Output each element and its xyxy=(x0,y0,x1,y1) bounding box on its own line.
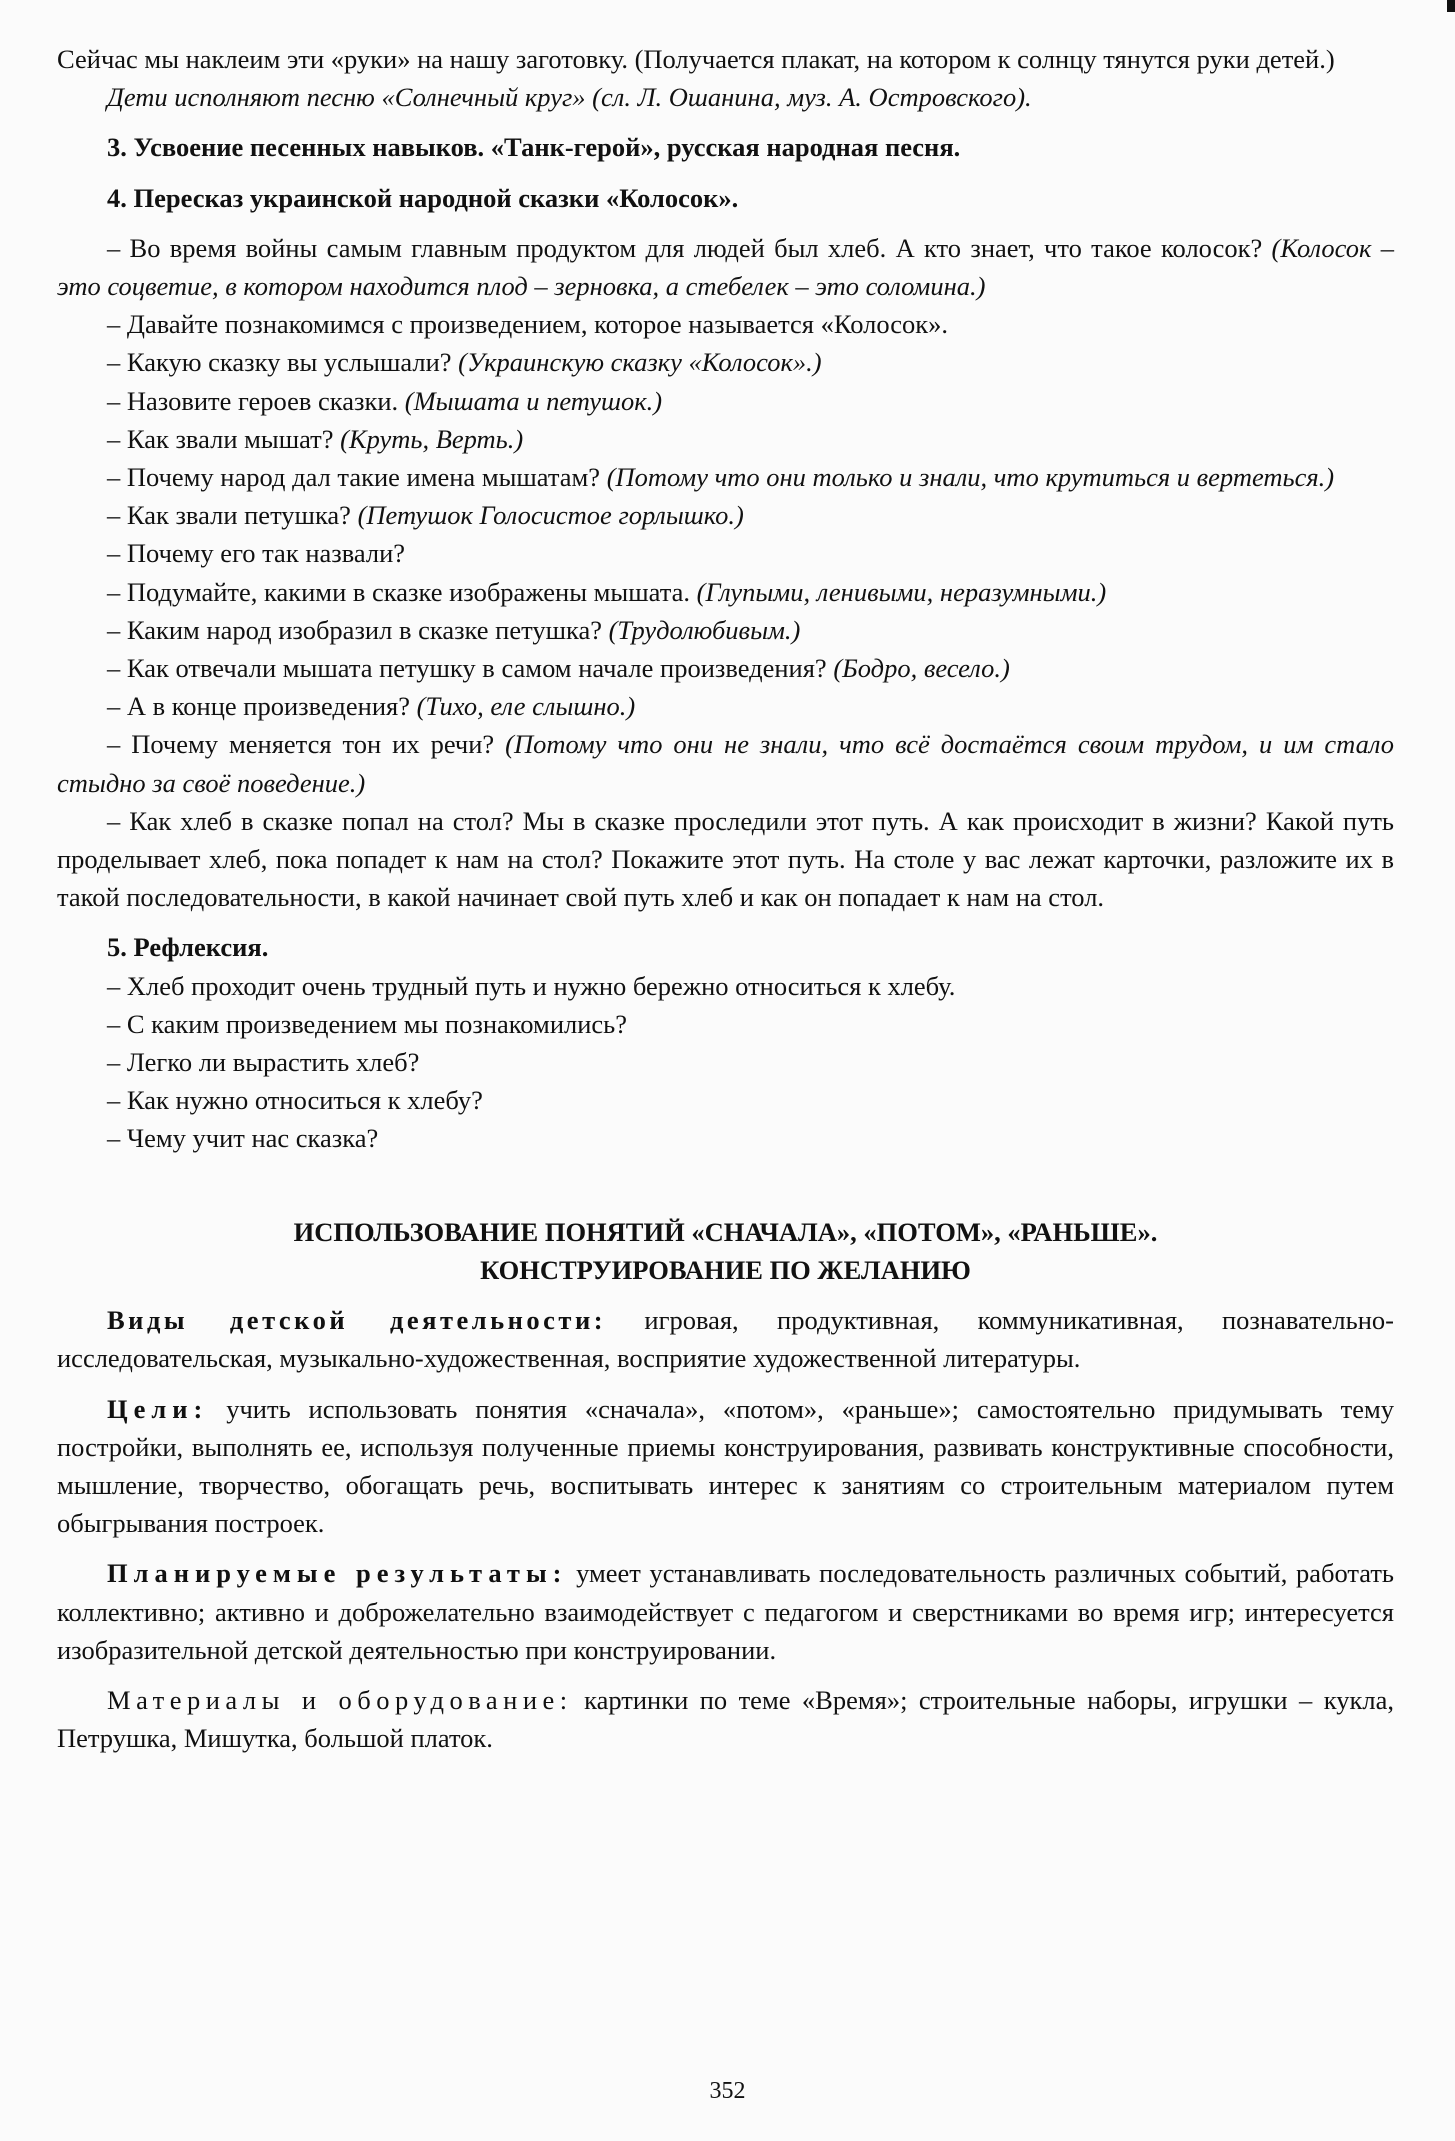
dialogue-line-11: – Как отвечали мышата петушку в самом начале произведения? (Бодро, весело.) xyxy=(107,653,1010,684)
dialogue-line-10: – Каким народ изобразил в сказке петушка? (Трудолюбивым.) xyxy=(107,614,801,645)
section-heading-4: 4. Пересказ украинской народной сказки «Колосок». xyxy=(107,182,739,213)
section-heading-5: 5. Рефлексия. xyxy=(107,932,269,963)
goals-label: Цели: xyxy=(107,1393,209,1424)
dialogue-line-8: – Почему его так назвали? xyxy=(107,538,406,569)
goals-paragraph: Цели: учить использовать понятия «сначала», «потом», «раньше»; самостоятельно придумывать тему постройки, выполнять ее, используя полученные приемы конструирования, развивать конструктивные способности, мышление, творчество, обогащать речь, воспитывать интерес к занятиям со строительным материалом путем обыгрывания построек. xyxy=(57,1393,1394,1539)
page-edge-mark xyxy=(1447,0,1455,12)
dialogue-line-2: – Давайте познакомимся с произведением, которое называется «Колосок». xyxy=(107,309,948,340)
dialogue-line-6: – Почему народ дал такие имена мышатам? (Потому что они только и знали, что крутиться и вертеться.) xyxy=(107,462,1335,493)
reflection-line-5: – Чему учит нас сказка? xyxy=(107,1123,379,1154)
reflection-line-2: – С каким произведением мы познакомились? xyxy=(107,1008,628,1039)
reflection-line-1: – Хлеб проходит очень трудный путь и нужно бережно относиться к хлебу. xyxy=(107,970,956,1001)
lesson-title-line-2: КОНСТРУИРОВАНИЕ ПО ЖЕЛАНИЮ xyxy=(480,1254,971,1285)
materials-label: Материалы и оборудование: xyxy=(107,1684,573,1715)
dialogue-line-7: – Как звали петушка? (Петушок Голосистое горлышко.) xyxy=(107,500,744,531)
activities-paragraph: Виды детской деятельности: игровая, продуктивная, коммуникативная, познавательно-исследовательская, музыкально-художественная, восприятие художественной литературы. xyxy=(57,1305,1394,1374)
page-number: 352 xyxy=(709,2078,746,2104)
activities-label: Виды детской деятельности: xyxy=(107,1305,607,1336)
dialogue-line-4: – Назовите героев сказки. (Мышата и петушок.) xyxy=(107,385,663,416)
results-label: Планируемые результаты: xyxy=(107,1558,568,1589)
paragraph-song: Дети исполняют песню «Солнечный круг» (сл. Л. Ошанина, муз. А. Островского). xyxy=(107,82,1032,113)
reflection-line-3: – Легко ли вырастить хлеб? xyxy=(107,1047,420,1078)
dialogue-line-3: – Какую сказку вы услышали? (Украинскую сказку «Колосок».) xyxy=(107,347,822,378)
paragraph-poster: Сейчас мы наклеим эти «руки» на нашу заготовку. (Получается плакат, на котором к солнцу тянутся руки детей.) xyxy=(57,44,1335,74)
dialogue-line-1: – Во время войны самым главным продуктом для людей был хлеб. А кто знает, что такое колосок? (Колосок – это соцветие, в котором находится плод – зерновка, а стебелек – это соломина.) xyxy=(57,232,1394,302)
dialogue-line-13: – Почему меняется тон их речи? (Потому что они не знали, что всё достаётся своим трудом, и им стало стыдно за своё поведение.) xyxy=(57,729,1394,798)
materials-paragraph: Материалы и оборудование: картинки по теме «Время»; строительные наборы, игрушки – кукла, Петрушка, Мишутка, большой платок. xyxy=(57,1684,1394,1754)
page-body xyxy=(57,40,1394,1757)
results-paragraph: Планируемые результаты: умеет устанавливать последовательность различных событий, работать коллективно; активно и доброжелательно взаимодействует с педагогом и сверстниками во время игр; интересуется изобразительной детской деятельностью при конструировании. xyxy=(57,1558,1394,1665)
dialogue-line-12: – А в конце произведения? (Тихо, еле слышно.) xyxy=(107,691,636,722)
reflection-line-4: – Как нужно относиться к хлебу? xyxy=(107,1085,483,1116)
dialogue-line-14: – Как хлеб в сказке попал на стол? Мы в сказке проследили этот путь. А как происходит в жизни? Какой путь проделывает хлеб, пока попадет к нам на стол? Покажите этот путь. На столе у вас лежат карточки, разложите их в такой последовательности, в какой начинает свой путь хлеб и как он попадает к нам на стол. xyxy=(57,805,1394,913)
dialogue-line-5: – Как звали мышат? (Круть, Верть.) xyxy=(107,423,524,454)
lesson-title-line-1: ИСПОЛЬЗОВАНИЕ ПОНЯТИЙ «СНАЧАЛА», «ПОТОМ», «РАНЬШЕ». xyxy=(293,1216,1158,1247)
dialogue-line-9: – Подумайте, какими в сказке изображены мышата. (Глупыми, ленивыми, неразумными.) xyxy=(107,576,1107,607)
section-heading-3: 3. Усвоение песенных навыков. «Танк-герой», русская народная песня. xyxy=(107,132,961,163)
